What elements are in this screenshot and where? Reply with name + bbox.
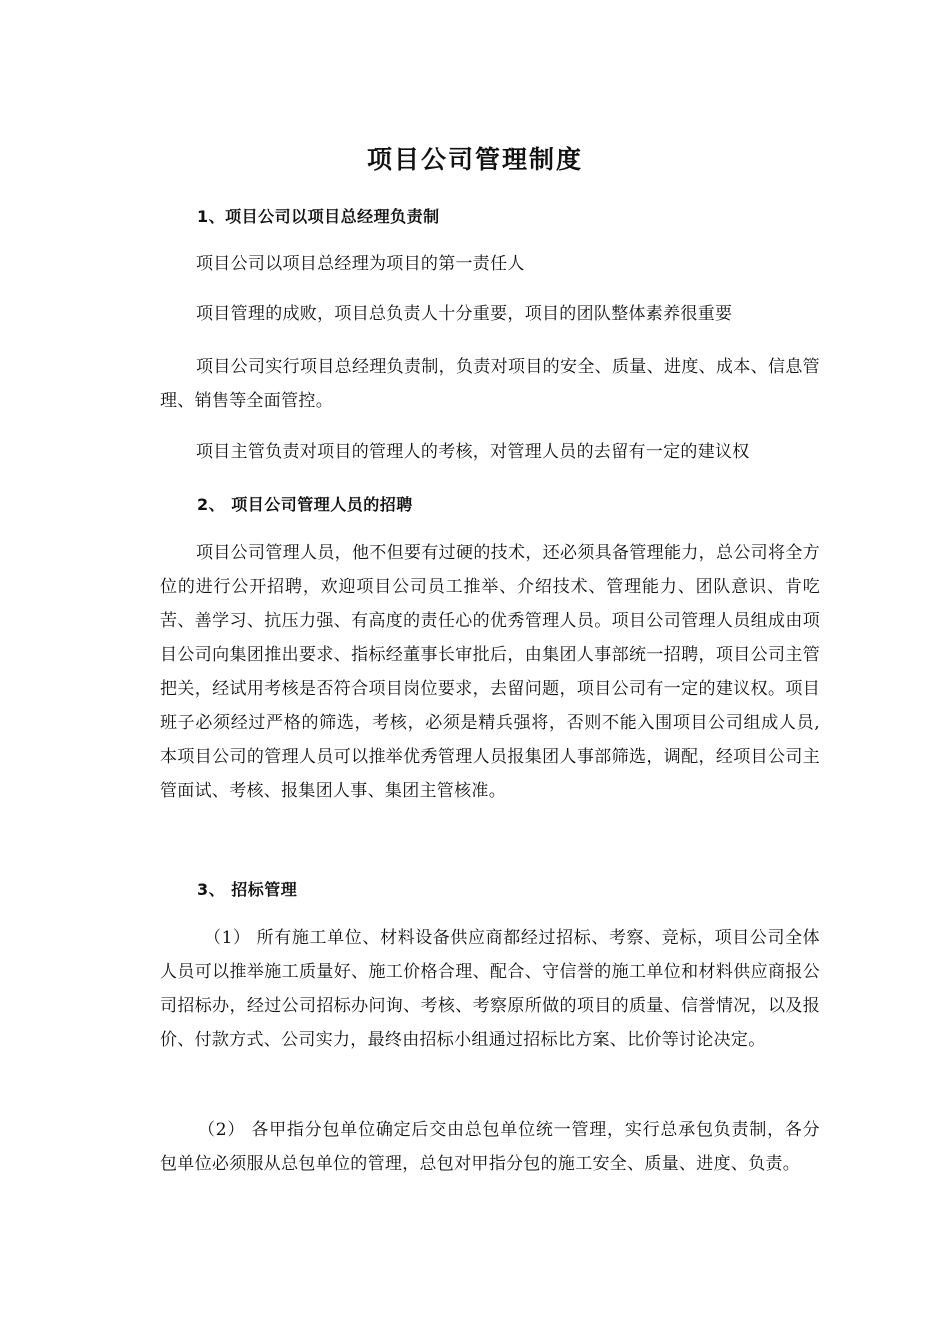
section-3-heading: 3、 招标管理: [197, 880, 298, 899]
section-1-heading: 1、项目公司以项目总经理负责制: [197, 207, 440, 226]
section-1-paragraph-4: 项目主管负责对项目的管理人的考核，对管理人员的去留有一定的建议权: [196, 442, 750, 462]
document-title: 项目公司管理制度: [366, 145, 583, 174]
section-3-paragraph-1: （1） 所有施工单位、材料设备供应商都经过招标、考察、竞标，项目公司全体人员可以推举施工质量好、施工价格合理、配合、守信誉的施工单位和材料供应商报公司招标办，经过公司招标办问询、考核、考察原所做的项目的质量、信誉情况，以及报价、付款方式、公司实力，最终由招标小组通过招标比方案、比价等讨论决定。: [160, 928, 820, 1050]
section-2-paragraph-1: 项目公司管理人员，他不但要有过硬的技术，还必须具备管理能力，总公司将全方位的进行公开招聘，欢迎项目公司员工推举、介绍技术、管理能力、团队意识、肯吃苦、善学习、抗压力强、有高度的责任心的优秀管理人员。项目公司管理人员组成由项目公司向集团推出要求、指标经董事长审批后，由集团人事部统一招聘，项目公司主管把关，经试用考核是否符合项目岗位要求，去留问题，项目公司有一定的建议权。项目班子必须经过严格的筛选，考核，必须是精兵强将，否则不能入围项目公司组成人员,本项目公司的管理人员可以推举优秀管理人员报集团人事部筛选，调配，经项目公司主管面试、考核、报集团人事、集团主管核准。: [160, 543, 820, 801]
section-1-paragraph-1: 项目公司以项目总经理为项目的第一责任人: [196, 254, 525, 274]
section-3-paragraph-2: （2） 各甲指分包单位确定后交由总包单位统一管理，实行总承包负责制，各分包单位必须服从总包单位的管理，总包对甲指分包的施工安全、质量、进度、负责。: [160, 1120, 820, 1174]
section-1-paragraph-2: 项目管理的成败，项目总负责人十分重要，项目的团队整体素养很重要: [196, 304, 733, 324]
section-1-paragraph-3: 项目公司实行项目总经理负责制，负责对项目的安全、质量、进度、成本、信息管理、销售等全面管控。: [160, 357, 820, 411]
section-2-heading: 2、 项目公司管理人员的招聘: [197, 495, 413, 514]
